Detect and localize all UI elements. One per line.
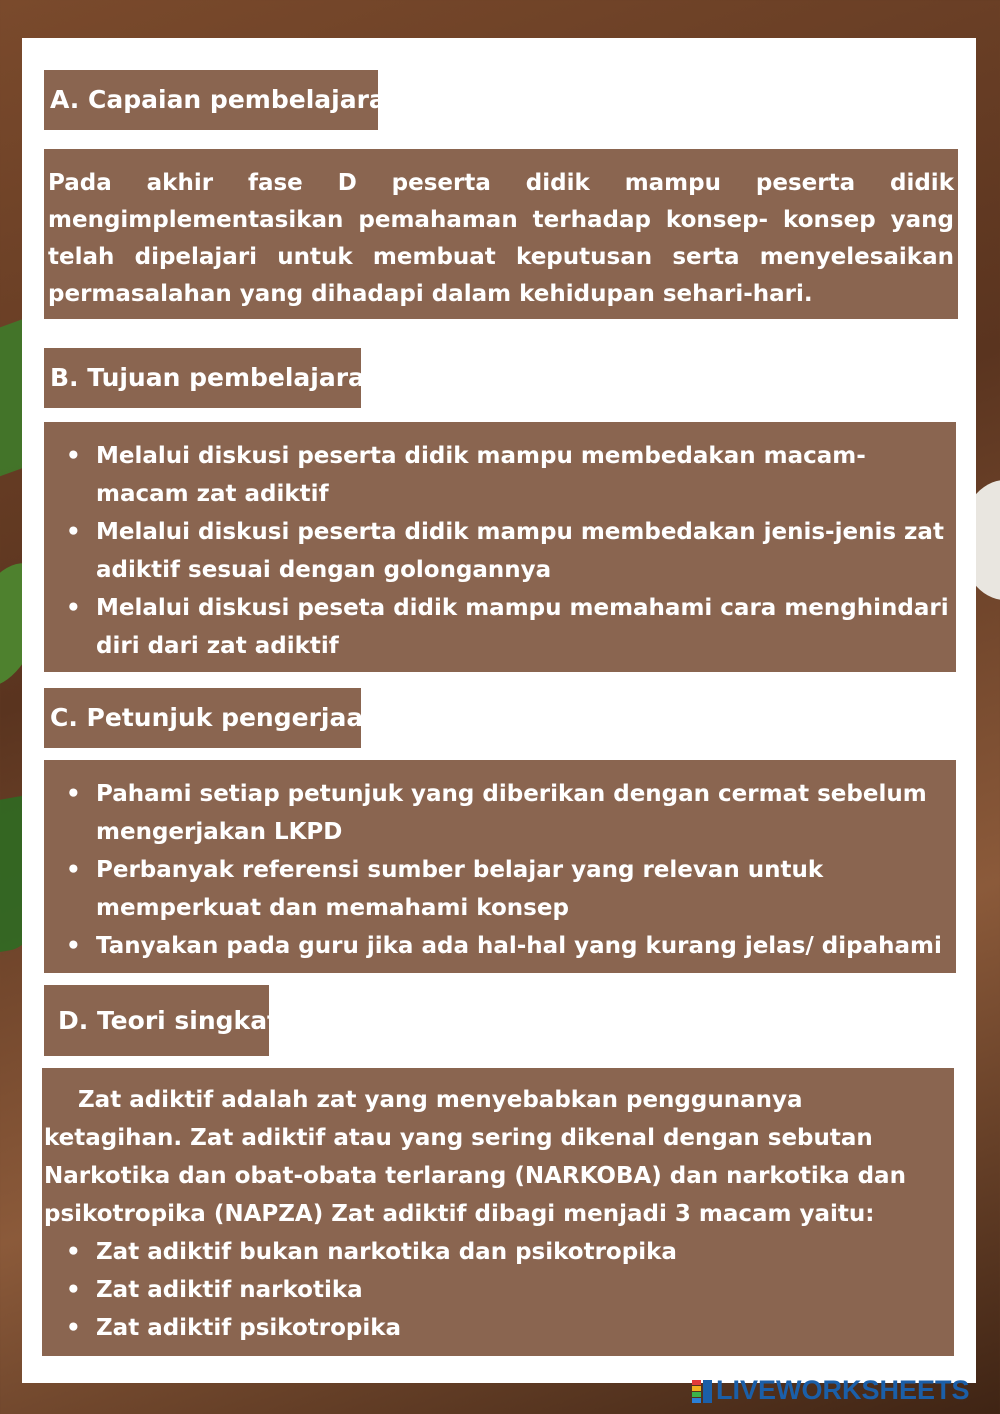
list-item [44, 437, 952, 513]
bullet-icon: • [66, 857, 81, 883]
section-b-list [44, 422, 956, 672]
section-d-title: D. Teori singkat [44, 985, 269, 1056]
theory-paragraph: Zat adiktif adalah zat yang menyebabkan penggunanya ketagihan. Zat adiktif atau yang sering dikenal dengan sebutan Narkotika dan obat-obata terlarang (NARKOBA) dan narkotika dan psikotropika (NAPZA) Zat adiktif dibagi menjadi 3 macam yaitu: [44, 1087, 906, 1227]
bullet-icon: • [66, 595, 81, 621]
list-item-text: Melalui diskusi peserta didik mampu membedakan jenis-jenis zat adiktif sesuai dengan golongannya [96, 519, 944, 583]
liveworksheets-watermark[interactable] [692, 1374, 970, 1406]
bullet-icon: • [66, 781, 81, 807]
section-c-list [44, 760, 956, 973]
list-item [44, 1309, 948, 1347]
section-c-title: C. Petunjuk pengerjaan [44, 688, 361, 748]
list-item-text: Tanyakan pada guru jika ada hal-hal yang kurang jelas/ dipahami [96, 933, 942, 959]
list-item-text: Zat adiktif narkotika [96, 1277, 363, 1303]
bullet-icon: • [66, 1277, 81, 1303]
list-item-text: Perbanyak referensi sumber belajar yang relevan untuk memperkuat dan memahami konsep [96, 857, 824, 921]
section-a-title: A. Capaian pembelajaran [44, 70, 378, 130]
list-item-text: Zat adiktif bukan narkotika dan psikotropika [96, 1239, 677, 1265]
liveworksheets-logo-icon [692, 1380, 712, 1404]
list-item [44, 851, 952, 927]
bullet-icon: • [66, 933, 81, 959]
list-item [44, 589, 952, 665]
list-item-text: Melalui diskusi peseta didik mampu memahami cara menghindari diri dari zat adiktif [96, 595, 949, 659]
list-item [44, 1271, 948, 1309]
watermark-text: LIVEWORKSHEETS [716, 1375, 970, 1405]
list-item [44, 513, 952, 589]
bullet-icon: • [66, 1239, 81, 1265]
list-item-text: Melalui diskusi peserta didik mampu membedakan macam-macam zat adiktif [96, 443, 866, 507]
list-item [44, 927, 952, 965]
section-d-body [42, 1068, 954, 1356]
list-item [44, 775, 952, 851]
bullet-icon: • [66, 1315, 81, 1341]
section-b-title: B. Tujuan pembelajaran [44, 348, 361, 408]
list-item [44, 1233, 948, 1271]
bullet-icon: • [66, 443, 81, 469]
list-item-text: Pahami setiap petunjuk yang diberikan dengan cermat sebelum mengerjakan LKPD [96, 781, 927, 845]
list-item-text: Zat adiktif psikotropika [96, 1315, 402, 1341]
section-a-text: Pada akhir fase D peserta didik mampu peserta didik mengimplementasikan pemahaman terhadap konsep- konsep yang telah dipelajari untuk membuat keputusan serta menyelesaikan permasalahan yang dihadapi dalam kehidupan sehari-hari. [44, 149, 958, 319]
bullet-icon: • [66, 519, 81, 545]
